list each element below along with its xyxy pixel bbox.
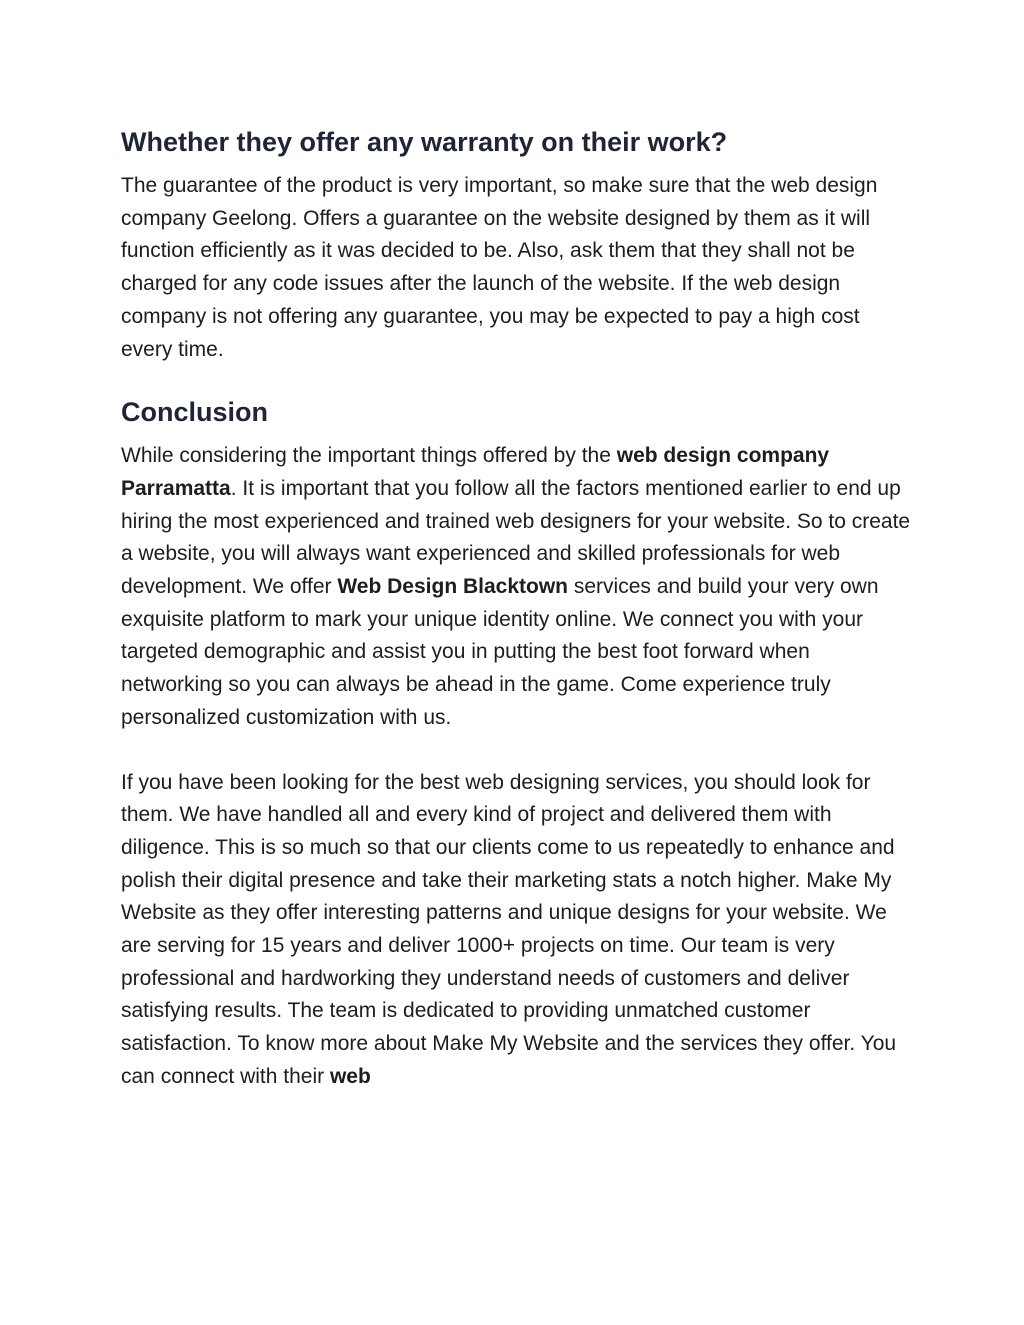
conclusion-text-3: services and build your very own exquisite platform to mark your unique identity online. We connect you with your targeted demographic and assist you in putting the best foot forward when networking so you can always be ahead in the game. Come experience truly personalized customization with us. <box>121 575 879 729</box>
warranty-heading: Whether they offer any warranty on their work? <box>121 127 728 157</box>
keyword-web: web <box>329 1064 371 1088</box>
conclusion-text-2: . It is important that you follow all the factors mentioned earlier to end up hiring the most experienced and trained web designers for your website. So to create a website, you will always want experienced and skilled professionals for web development. We offer <box>121 476 911 599</box>
document-page <box>121 120 911 1094</box>
services-paragraph <box>121 767 911 1094</box>
conclusion-heading: Conclusion <box>121 397 268 428</box>
conclusion-paragraph <box>121 440 911 734</box>
conclusion-text-1: While considering the important things offered by the <box>121 444 617 468</box>
warranty-paragraph: The guarantee of the product is very important, so make sure that the web design company Geelong. Offers a guarantee on the website designed by them as it will function efficiently as it was decided to be. Also, ask them that they shall not be charged for any code issues after the launch of the website. If the web design company is not offering any guarantee, you may be expected to pay a high cost every time. <box>121 174 878 361</box>
keyword-blacktown: Web Design Blacktown <box>337 575 569 599</box>
services-text: If you have been looking for the best web designing services, you should look for them. We have handled all and every kind of project and delivered them with diligence. This is so much so that our clients come to us repeatedly to enhance and polish their digital presence and take their marketing stats a notch higher. Make My Website as they offer interesting patterns and unique designs for your website. We are serving for 15 years and deliver 1000+ projects on time. Our team is very professional and hardworking they understand needs of customers and deliver satisfying results. The team is dedicated to providing unmatched customer satisfaction. To know more about Make My Website and the services they offer. You can connect with their <box>121 770 897 1088</box>
keyword-parramatta: web design company Parramatta <box>121 444 830 500</box>
